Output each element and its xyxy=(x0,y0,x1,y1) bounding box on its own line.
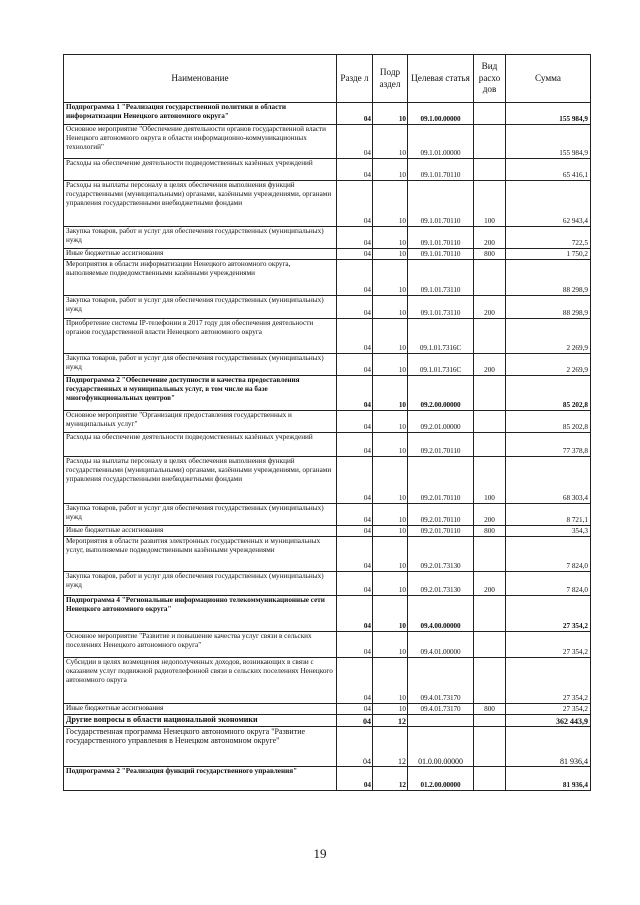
table-row xyxy=(64,658,591,704)
row-podrazdel-cell: 10 xyxy=(373,504,408,526)
row-podrazdel-cell: 10 xyxy=(373,296,408,319)
table-body xyxy=(64,103,591,791)
table-row xyxy=(64,727,591,767)
row-razdel-cell: 04 xyxy=(337,103,373,125)
row-name-cell: Расходы на выплаты персоналу в целях обеспечения выполнения функций государственными (муниципальными) органами, казёнными учреждениями, органами управления государственными внебюджетными фондами xyxy=(64,457,337,504)
row-vid-cell xyxy=(474,632,506,658)
row-razdel-cell: 04 xyxy=(337,319,373,354)
row-sum-cell: 27 354,2 xyxy=(506,704,591,715)
row-razdel-cell: 04 xyxy=(337,526,373,537)
row-razdel-cell: 04 xyxy=(337,504,373,526)
row-razdel-cell: 04 xyxy=(337,658,373,704)
row-razdel-cell: 04 xyxy=(337,727,373,767)
row-vid-cell xyxy=(474,596,506,632)
row-article-cell: 09.1.01.70110 xyxy=(408,181,474,227)
row-sum-cell: 81 936,4 xyxy=(506,767,591,791)
row-vid-cell xyxy=(474,319,506,354)
row-name-cell: Основное мероприятие "Обеспечение деятельности органов государственной власти Ненецкого автономного округа в области информационно-коммуникационных технологий" xyxy=(64,125,337,159)
row-sum-cell: 27 354,2 xyxy=(506,596,591,632)
row-name-cell: Расходы на выплаты персоналу в целях обеспечения выполнения функций государственными (муниципальными) органами, казёнными учреждениями, органами управления государственными внебюджетными фондами xyxy=(64,181,337,227)
row-podrazdel-cell: 12 xyxy=(373,767,408,791)
row-name-cell: Субсидии в целях возмещения недополученных доходов, возникающих в связи с оказанием услуг подвижной радиотелефонной связи в сельских поселениях Ненецкого автономного округа xyxy=(64,658,337,704)
row-sum-cell: 81 936,4 xyxy=(506,727,591,767)
row-name-cell: Расходы на обеспечение деятельности подведомственных казённых учреждений xyxy=(64,159,337,181)
row-sum-cell: 1 750,2 xyxy=(506,249,591,260)
row-razdel-cell: 04 xyxy=(337,260,373,296)
row-vid-cell xyxy=(474,260,506,296)
row-name-cell: Закупка товаров, работ и услуг для обеспечения государственных (муниципальных) нужд xyxy=(64,227,337,249)
row-podrazdel-cell: 10 xyxy=(373,537,408,572)
row-sum-cell: 722,5 xyxy=(506,227,591,249)
header-sum: Сумма xyxy=(506,55,591,103)
table-row xyxy=(64,433,591,457)
row-sum-cell: 65 416,1 xyxy=(506,159,591,181)
page-number: 19 xyxy=(313,846,327,861)
row-sum-cell: 2 269,9 xyxy=(506,354,591,376)
table-row xyxy=(64,103,591,125)
row-article-cell: 01.2.00.00000 xyxy=(408,767,474,791)
row-article-cell: 09.2.00.00000 xyxy=(408,376,474,411)
row-name-cell: Мероприятия в области развития электронных государственных и муниципальных услуг, выполняемые подведомственными казёнными учреждениями xyxy=(64,537,337,572)
row-sum-cell: 362 443,9 xyxy=(506,715,591,727)
table-row xyxy=(64,504,591,526)
table-row xyxy=(64,704,591,715)
table-row xyxy=(64,249,591,260)
row-vid-cell: 200 xyxy=(474,296,506,319)
table-row xyxy=(64,767,591,791)
row-razdel-cell: 04 xyxy=(337,181,373,227)
row-name-cell: Подпрограмма 1 "Реализация государственной политики в области информатизации Ненецкого автономного округа" xyxy=(64,103,337,125)
row-vid-cell xyxy=(474,411,506,433)
row-vid-cell xyxy=(474,103,506,125)
row-article-cell: 09.4.01.73170 xyxy=(408,704,474,715)
row-article-cell: 09.2.01.73130 xyxy=(408,572,474,596)
table-row xyxy=(64,596,591,632)
row-article-cell: 09.1.01.73110 xyxy=(408,296,474,319)
row-vid-cell xyxy=(474,767,506,791)
row-sum-cell: 77 378,8 xyxy=(506,433,591,457)
row-name-cell: Иные бюджетные ассигнования xyxy=(64,526,337,537)
row-article-cell: 09.4.00.00000 xyxy=(408,596,474,632)
row-razdel-cell: 04 xyxy=(337,715,373,727)
table-row xyxy=(64,181,591,227)
row-article-cell: 01.0.00.00000 xyxy=(408,727,474,767)
row-sum-cell: 88 298,9 xyxy=(506,296,591,319)
table-row xyxy=(64,125,591,159)
row-vid-cell: 100 xyxy=(474,181,506,227)
row-vid-cell xyxy=(474,125,506,159)
row-article-cell: 09.4.01.73170 xyxy=(408,658,474,704)
header-name: Наименование xyxy=(64,55,337,103)
row-article-cell: 09.1.01.73110 xyxy=(408,260,474,296)
row-article-cell: 09.1.01.7316C xyxy=(408,319,474,354)
row-name-cell: Подпрограмма 2 "Реализация функций государственного управления" xyxy=(64,767,337,791)
row-razdel-cell: 04 xyxy=(337,704,373,715)
row-article-cell: 09.1.01.70110 xyxy=(408,227,474,249)
row-name-cell: Подпрограмма 2 "Обеспечение доступности и качества предоставления государственных и муниципальных услуг, в том числе на базе многофункциональных центров" xyxy=(64,376,337,411)
row-podrazdel-cell: 10 xyxy=(373,596,408,632)
row-razdel-cell: 04 xyxy=(337,433,373,457)
row-article-cell: 09.2.01.73130 xyxy=(408,537,474,572)
row-sum-cell: 68 303,4 xyxy=(506,457,591,504)
row-vid-cell: 800 xyxy=(474,249,506,260)
row-vid-cell xyxy=(474,715,506,727)
row-vid-cell: 200 xyxy=(474,354,506,376)
row-vid-cell: 200 xyxy=(474,504,506,526)
row-razdel-cell: 04 xyxy=(337,632,373,658)
row-podrazdel-cell: 10 xyxy=(373,411,408,433)
row-name-cell: Мероприятия в области информатизации Ненецкого автономного округа, выполняемые подведомственными казёнными учреждениями xyxy=(64,260,337,296)
row-razdel-cell: 04 xyxy=(337,125,373,159)
row-sum-cell: 27 354,2 xyxy=(506,658,591,704)
row-sum-cell: 85 202,8 xyxy=(506,411,591,433)
table-row xyxy=(64,457,591,504)
row-razdel-cell: 04 xyxy=(337,572,373,596)
row-sum-cell: 7 824,0 xyxy=(506,572,591,596)
row-vid-cell: 100 xyxy=(474,457,506,504)
row-razdel-cell: 04 xyxy=(337,411,373,433)
header-vid: Вид расхо дов xyxy=(474,55,506,103)
row-article-cell: 09.2.01.70110 xyxy=(408,526,474,537)
row-podrazdel-cell: 10 xyxy=(373,572,408,596)
row-sum-cell: 155 984,9 xyxy=(506,103,591,125)
row-vid-cell xyxy=(474,537,506,572)
row-name-cell: Закупка товаров, работ и услуг для обеспечения государственных (муниципальных) нужд xyxy=(64,354,337,376)
row-article-cell: 09.2.01.00000 xyxy=(408,411,474,433)
row-vid-cell xyxy=(474,727,506,767)
row-name-cell: Подпрограмма 4 "Региональные информационно телекоммуникационные сети Ненецкого автономного округа" xyxy=(64,596,337,632)
row-podrazdel-cell: 10 xyxy=(373,249,408,260)
row-razdel-cell: 04 xyxy=(337,376,373,411)
row-vid-cell: 200 xyxy=(474,572,506,596)
row-podrazdel-cell: 10 xyxy=(373,159,408,181)
row-razdel-cell: 04 xyxy=(337,537,373,572)
row-sum-cell: 2 269,9 xyxy=(506,319,591,354)
row-podrazdel-cell: 10 xyxy=(373,433,408,457)
row-podrazdel-cell: 10 xyxy=(373,319,408,354)
table-row xyxy=(64,715,591,727)
row-podrazdel-cell: 10 xyxy=(373,103,408,125)
table-row xyxy=(64,572,591,596)
row-podrazdel-cell: 10 xyxy=(373,526,408,537)
row-vid-cell: 800 xyxy=(474,526,506,537)
table-row xyxy=(64,319,591,354)
table-row xyxy=(64,260,591,296)
row-vid-cell xyxy=(474,433,506,457)
row-podrazdel-cell: 10 xyxy=(373,227,408,249)
row-podrazdel-cell: 10 xyxy=(373,457,408,504)
table-row xyxy=(64,296,591,319)
row-article-cell xyxy=(408,715,474,727)
row-podrazdel-cell: 10 xyxy=(373,704,408,715)
header-article: Целевая статья xyxy=(408,55,474,103)
row-sum-cell: 88 298,9 xyxy=(506,260,591,296)
row-vid-cell xyxy=(474,376,506,411)
row-article-cell: 09.1.00.00000 xyxy=(408,103,474,125)
table-row xyxy=(64,227,591,249)
row-name-cell: Государственная программа Ненецкого автономного округа "Развитие государственного управления в Ненецком автономном округе" xyxy=(64,727,337,767)
table-row xyxy=(64,537,591,572)
row-podrazdel-cell: 10 xyxy=(373,658,408,704)
row-podrazdel-cell: 10 xyxy=(373,260,408,296)
row-razdel-cell: 04 xyxy=(337,296,373,319)
row-razdel-cell: 04 xyxy=(337,249,373,260)
row-sum-cell: 7 824,0 xyxy=(506,537,591,572)
row-podrazdel-cell: 12 xyxy=(373,715,408,727)
row-article-cell: 09.2.01.70110 xyxy=(408,433,474,457)
row-vid-cell xyxy=(474,658,506,704)
table-row xyxy=(64,159,591,181)
row-name-cell: Закупка товаров, работ и услуг для обеспечения государственных (муниципальных) нужд xyxy=(64,572,337,596)
row-article-cell: 09.1.01.00000 xyxy=(408,125,474,159)
table-row xyxy=(64,376,591,411)
row-article-cell: 09.1.01.70110 xyxy=(408,249,474,260)
row-razdel-cell: 04 xyxy=(337,354,373,376)
table-header-row xyxy=(64,55,591,103)
row-name-cell: Другие вопросы в области национальной экономики xyxy=(64,715,337,727)
table-row xyxy=(64,354,591,376)
row-sum-cell: 354,3 xyxy=(506,526,591,537)
row-article-cell: 09.1.01.70110 xyxy=(408,159,474,181)
row-razdel-cell: 04 xyxy=(337,767,373,791)
row-name-cell: Основное мероприятие "Организация предоставления государственных и муниципальных услуг" xyxy=(64,411,337,433)
row-vid-cell xyxy=(474,159,506,181)
row-vid-cell: 200 xyxy=(474,227,506,249)
header-podrazdel: Подр аздел xyxy=(373,55,408,103)
row-podrazdel-cell: 12 xyxy=(373,727,408,767)
row-article-cell: 09.4.01.00000 xyxy=(408,632,474,658)
row-razdel-cell: 04 xyxy=(337,159,373,181)
budget-table xyxy=(63,54,591,791)
row-name-cell: Закупка товаров, работ и услуг для обеспечения государственных (муниципальных) нужд xyxy=(64,296,337,319)
row-podrazdel-cell: 10 xyxy=(373,181,408,227)
table-row xyxy=(64,632,591,658)
row-article-cell: 09.2.01.70110 xyxy=(408,504,474,526)
row-vid-cell: 800 xyxy=(474,704,506,715)
header-razdel: Разде л xyxy=(337,55,373,103)
row-name-cell: Основное мероприятие "Развитие и повышение качества услуг связи в сельских поселениях Ненецкого автономного округа" xyxy=(64,632,337,658)
row-name-cell: Иные бюджетные ассигнования xyxy=(64,704,337,715)
row-sum-cell: 8 721,1 xyxy=(506,504,591,526)
row-article-cell: 09.2.01.70110 xyxy=(408,457,474,504)
row-podrazdel-cell: 10 xyxy=(373,354,408,376)
row-sum-cell: 62 943,4 xyxy=(506,181,591,227)
row-razdel-cell: 04 xyxy=(337,457,373,504)
row-sum-cell: 155 984,9 xyxy=(506,125,591,159)
table-row xyxy=(64,526,591,537)
row-razdel-cell: 04 xyxy=(337,596,373,632)
row-podrazdel-cell: 10 xyxy=(373,632,408,658)
row-name-cell: Расходы на обеспечение деятельности подведомственных казённых учреждений xyxy=(64,433,337,457)
row-razdel-cell: 04 xyxy=(337,227,373,249)
table-row xyxy=(64,411,591,433)
row-name-cell: Закупка товаров, работ и услуг для обеспечения государственных (муниципальных) нужд xyxy=(64,504,337,526)
row-name-cell: Приобретение системы IP-телефонии в 2017 году для обеспечения деятельности органов государственной власти Ненецкого автономного округа xyxy=(64,319,337,354)
row-article-cell: 09.1.01.7316C xyxy=(408,354,474,376)
row-podrazdel-cell: 10 xyxy=(373,376,408,411)
row-name-cell: Иные бюджетные ассигнования xyxy=(64,249,337,260)
row-sum-cell: 85 202,8 xyxy=(506,376,591,411)
row-podrazdel-cell: 10 xyxy=(373,125,408,159)
row-sum-cell: 27 354,2 xyxy=(506,632,591,658)
